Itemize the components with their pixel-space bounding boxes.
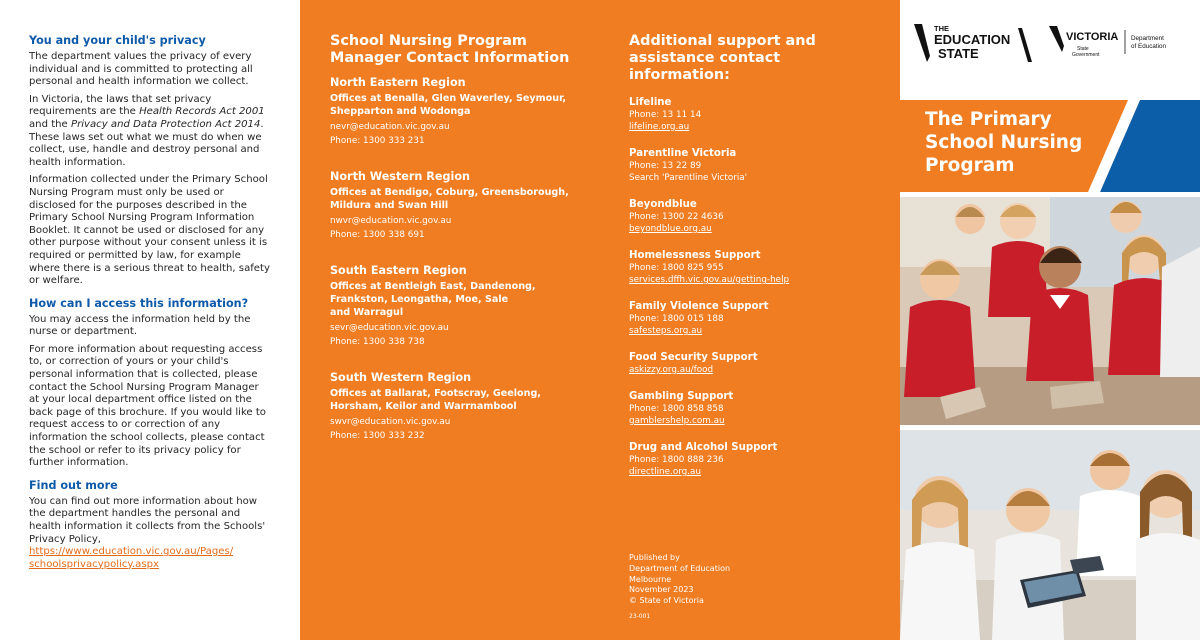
- service-link[interactable]: services.dffh.vic.gov.au/getting-help: [629, 275, 790, 285]
- region-email[interactable]: nevr@education.vic.gov.au: [330, 122, 450, 133]
- cover-title-band: [900, 100, 1200, 192]
- service-phone: Phone: 1300 22 4636: [629, 212, 724, 222]
- find-out-more-heading: Find out more: [29, 478, 118, 492]
- logo-state: STATE: [938, 46, 979, 61]
- access-heading: How can I access this information?: [29, 296, 249, 310]
- region-offices: Offices at Bendigo, Coburg, Greensborough, Mildura and Swan Hill: [330, 187, 569, 211]
- service-name: Lifeline: [629, 97, 672, 108]
- service-gambling: [629, 390, 879, 427]
- service-name: Gambling Support: [629, 391, 734, 402]
- service-link[interactable]: gamblershelp.com.au: [629, 416, 725, 426]
- region-phone: Phone: 1300 338 738: [330, 337, 425, 348]
- region-phone: Phone: 1300 333 232: [330, 431, 425, 442]
- service-link[interactable]: askizzy.org.au/food: [629, 365, 714, 375]
- privacy-p2-part-b: and the: [29, 118, 71, 130]
- region-name: South Eastern Region: [330, 264, 467, 278]
- privacy-heading: You and your child's privacy: [29, 34, 206, 47]
- service-note: Search 'Parentline Victoria': [629, 173, 748, 183]
- logo-bar: [914, 22, 1194, 66]
- logo-dept-2: of Education: [1131, 43, 1167, 50]
- privacy-policy-link-line-2: schoolsprivacypolicy.aspx: [29, 558, 159, 570]
- nursing-contacts-title: [330, 33, 590, 67]
- cover-panel: [900, 0, 1200, 640]
- privacy-data-protection-act: Privacy and Data Protection Act 2014: [70, 118, 261, 130]
- privacy-p2-part-a: In Victoria, the laws that set privacy requirements are the: [29, 93, 212, 118]
- service-name: Drug and Alcohol Support: [629, 442, 778, 453]
- service-phone: Phone: 1800 888 236: [629, 455, 724, 465]
- access-paragraph-2: For more information about requesting access to, or correction of yours or your child's personal information that is collected, please contact the School Nursing Program Manager at your local department office listed on the back page of this brochure. If you would like to request access to or correction of any information the school collects, please contact the school or refer to its privacy policy for further information.: [29, 343, 266, 469]
- privacy-paragraph-2: [29, 94, 270, 170]
- service-phone: Phone: 1800 015 188: [629, 314, 724, 324]
- privacy-panel: [0, 0, 300, 640]
- nursing-title-line-1: School Nursing Program: [330, 33, 527, 49]
- region-offices: Offices at Ballarat, Footscray, Geelong, Horsham, Keilor and Warrnambool: [330, 388, 541, 412]
- publication-code: 23-001: [629, 613, 651, 620]
- cover-title-line-3: Program: [925, 155, 1015, 176]
- privacy-paragraph-1: The department values the privacy of every individual and is committed to protecting all personal and health information we collect.: [29, 51, 253, 88]
- service-homelessness: [629, 249, 879, 286]
- victoria-government-logo: [1049, 26, 1167, 58]
- service-name: Parentline Victoria: [629, 148, 737, 159]
- privacy-policy-link-line-1: https://www.education.vic.gov.au/Pages/: [29, 546, 234, 558]
- region-email[interactable]: sevr@education.vic.gov.au: [330, 323, 449, 334]
- service-link[interactable]: safesteps.org.au: [629, 326, 703, 336]
- students-tablet-photo: [900, 430, 1200, 640]
- privacy-p2-part-c: . These laws set out what we must do when we collect, use, handle and destroy personal and health information.: [29, 118, 264, 168]
- service-link[interactable]: directline.org.au: [629, 467, 702, 477]
- published-department: Department of Education: [629, 563, 731, 573]
- region-phone: Phone: 1300 338 691: [330, 230, 425, 241]
- region-north-eastern: [330, 76, 590, 147]
- logo-state-gov-1: State: [1077, 46, 1089, 52]
- service-phone: Phone: 1800 825 955: [629, 263, 724, 273]
- service-name: Beyondblue: [629, 199, 697, 210]
- nursing-contacts-column: [330, 33, 590, 465]
- region-name: South Western Region: [330, 371, 472, 385]
- access-paragraph-1: You may access the information held by the nurse or department.: [29, 313, 251, 338]
- logo-victoria: VICTORIA: [1066, 31, 1119, 43]
- service-name: Food Security Support: [629, 352, 758, 363]
- copyright: © State of Victoria: [629, 596, 704, 606]
- cover-title-line-1: The Primary: [925, 109, 1052, 130]
- health-records-act: Health Records Act 2001: [139, 106, 265, 118]
- region-north-western: [330, 170, 590, 241]
- service-link[interactable]: beyondblue.org.au: [629, 224, 712, 234]
- service-beyondblue: [629, 198, 879, 235]
- support-title-line-1: Additional support and: [629, 33, 816, 49]
- service-family-violence: [629, 300, 879, 337]
- support-title-line-2: assistance contact information:: [629, 50, 781, 83]
- region-email[interactable]: swvr@education.vic.gov.au: [330, 417, 451, 428]
- support-contacts-title: [629, 33, 879, 84]
- region-offices: Offices at Benalla, Glen Waverley, Seymour, Shepparton and Wodonga: [330, 93, 567, 117]
- logo-education: EDUCATION: [934, 32, 1011, 47]
- region-south-eastern: [330, 264, 590, 348]
- published-by: Published by: [629, 553, 680, 562]
- nursing-title-line-2: Manager Contact Information: [330, 50, 570, 66]
- contacts-panel: [300, 0, 900, 640]
- service-phone: Phone: 1800 858 858: [629, 404, 724, 414]
- region-offices: Offices at Bentleigh East, Dandenong, Frankston, Leongatha, Moe, Sale and Warragul: [330, 281, 536, 318]
- students-classroom-photo: [900, 197, 1200, 425]
- published-date: November 2023: [629, 585, 694, 595]
- privacy-policy-link[interactable]: [29, 546, 270, 571]
- service-lifeline: [629, 96, 879, 133]
- service-food-security: [629, 351, 879, 376]
- privacy-paragraph-3: Information collected under the Primary School Nursing Program must only be used or disclosed for the purposes described in the Primary School Nursing Program Information Booklet. It cannot be used or disclosed for any other purpose without your consent unless it is required or permitted by law, for example where there is a serious threat to health, safety or welfare.: [29, 174, 270, 287]
- published-city: Melbourne: [629, 574, 672, 584]
- service-phone: Phone: 13 22 89: [629, 161, 702, 171]
- region-name: North Eastern Region: [330, 76, 466, 89]
- logo-dept-1: Department: [1131, 35, 1164, 42]
- region-email[interactable]: nwvr@education.vic.gov.au: [330, 216, 452, 227]
- education-state-logo: [914, 24, 1032, 62]
- service-link[interactable]: lifeline.org.au: [629, 122, 690, 132]
- logo-state-gov-2: Government: [1072, 52, 1100, 58]
- publication-info: [629, 553, 730, 607]
- service-name: Homelessness Support: [629, 250, 761, 261]
- service-name: Family Violence Support: [629, 301, 769, 312]
- support-contacts-column: [629, 33, 879, 492]
- region-name: North Western Region: [330, 170, 470, 184]
- service-phone: Phone: 13 11 14: [629, 110, 702, 120]
- find-out-more-paragraph: You can find out more information about how the department handles the personal and health information it collects from the Schools' Privacy Policy,: [29, 495, 266, 545]
- cover-title: [925, 108, 1115, 177]
- region-south-western: [330, 371, 590, 442]
- cover-title-line-2: School Nursing: [925, 132, 1083, 153]
- logo-the: THE: [934, 24, 949, 33]
- service-drug-alcohol: [629, 441, 879, 478]
- service-parentline: [629, 147, 879, 184]
- region-phone: Phone: 1300 333 231: [330, 136, 425, 147]
